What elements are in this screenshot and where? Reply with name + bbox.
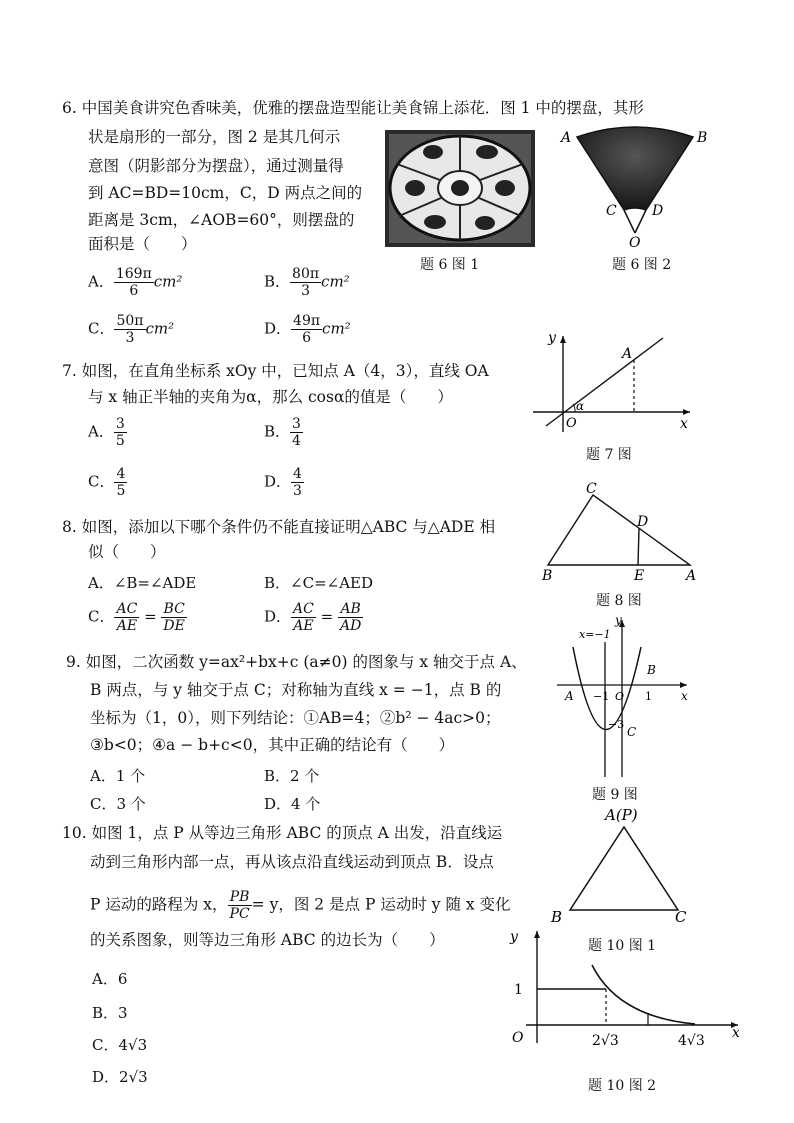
q6-fig1-caption: 题 6 图 1 [420, 257, 480, 273]
q7-line-1: 7. 如图，在直角坐标系 xOy 中，已知点 A（4，3），直线 OA [62, 362, 489, 380]
q6-line-2: 状是扇形的一部分，图 2 是其几何示 [88, 128, 341, 146]
q9-option-a: A．1 个 [90, 767, 146, 785]
q6-label-O: O [629, 235, 641, 250]
q10-fig1-caption: 题 10 图 1 [588, 938, 657, 954]
q10-graph-diagram [500, 925, 750, 1050]
q8-label-E: E [634, 568, 645, 584]
q9-label-O: O [615, 690, 625, 703]
q8-option-c: C． $\frac{AC}{AE}$ = $\frac{BC}{DE}$ [88, 601, 185, 634]
q7-caption: 题 7 图 [586, 447, 632, 463]
q8-label-C: C [586, 481, 597, 497]
q9-parabola-diagram [555, 612, 695, 782]
q6-label-B: B [697, 130, 708, 146]
q10-graph-label-x: x [732, 1025, 740, 1041]
q9-label-minus3: −3 [608, 718, 625, 731]
q8-line-2: 似（ ） [88, 543, 166, 561]
q8-label-D: D [637, 514, 649, 530]
q9-option-b: B．2 个 [264, 767, 320, 785]
q9-caption: 题 9 图 [592, 787, 638, 803]
q6-option-b: B． $\frac{80\pi}{3}$ cm² [264, 266, 350, 299]
q10-graph-label-2sqrt3: 2√3 [592, 1033, 619, 1049]
q10-option-d: D．2√3 [92, 1068, 148, 1086]
q10-line-3: P 运动的路程为 x， $\frac{PB}{PC}$ = y，图 2 是点 P 运动时 y 随 x 变化 [90, 889, 511, 922]
q9-label-B: B [647, 663, 656, 677]
q10-line-4: 的关系图象，则等边三角形 ABC 的边长为（ ） [90, 931, 445, 949]
q10-graph-label-y: y [510, 929, 518, 945]
q7-coordinate-diagram [530, 330, 700, 435]
q6-label-C: C [606, 203, 617, 219]
q7-label-alpha: α [576, 399, 585, 413]
q7-label-y: y [548, 330, 556, 346]
q10-option-b: B．3 [92, 1004, 128, 1022]
q6-line-5: 距离是 3cm，∠AOB=60°，则摆盘的 [88, 211, 355, 229]
q10-option-c: C．4√3 [92, 1036, 148, 1054]
q9-label-axis: x=−1 [579, 628, 611, 641]
q9-option-d: D．4 个 [264, 795, 321, 813]
q9-label-C: C [627, 725, 637, 739]
q9-option-c: C．3 个 [90, 795, 146, 813]
q9-label-A: A [565, 689, 574, 703]
q6-option-c: C． $\frac{50\pi}{3}$ cm² [88, 313, 175, 346]
q8-line-1: 8. 如图，添加以下哪个条件仍不能直接证明△ABC 与△ADE 相 [62, 518, 496, 536]
q9-line-2: B 两点，与 y 轴交于点 C；对称轴为直线 x = −1，点 B 的 [90, 681, 502, 699]
q8-option-b: B．∠C=∠AED [264, 574, 374, 592]
q6-line-4: 到 AC=BD=10cm，C，D 两点之间的 [88, 184, 363, 202]
q6-fig2-caption: 题 6 图 2 [612, 257, 672, 273]
q10-option-a: A．6 [92, 970, 128, 988]
q6-label-D: D [652, 203, 664, 219]
q8-triangle-diagram [538, 480, 703, 585]
q10-graph-label-1: 1 [514, 982, 523, 998]
q10-label-C: C [675, 908, 687, 926]
q10-line-1: 10. 如图 1，点 P 从等边三角形 ABC 的顶点 A 出发，沿直线运 [62, 824, 503, 842]
q9-label-1: 1 [645, 690, 652, 703]
q10-label-B: B [551, 908, 563, 926]
q6-line-3: 意图（阴影部分为摆盘），通过测量得 [88, 157, 344, 175]
q9-label-minus1: −1 [593, 690, 610, 703]
q7-line-2: 与 x 轴正半轴的夹角为α，那么 cosα的值是（ ） [88, 388, 453, 406]
q8-option-a: A．∠B=∠ADE [88, 574, 197, 592]
q10-graph-label-4sqrt3: 4√3 [678, 1033, 705, 1049]
q6-plate-photo [385, 130, 535, 247]
q6-sector-diagram [555, 125, 715, 250]
q10-graph-label-O: O [512, 1030, 524, 1046]
q6-label-A: A [561, 130, 572, 146]
q6-line-6: 面积是（ ） [88, 235, 197, 253]
q10-label-AP: A(P) [605, 806, 638, 824]
q9-line-3: 坐标为（1，0），则下列结论：①AB=4；②b² − 4ac>0； [90, 709, 501, 727]
q7-label-x: x [680, 416, 688, 432]
q9-line-1: 9. 如图，二次函数 y=ax²+bx+c (a≠0) 的图象与 x 轴交于点 A、 [66, 653, 527, 671]
q8-caption: 题 8 图 [596, 593, 642, 609]
q6-line-1: 6. 中国美食讲究色香味美，优雅的摆盘造型能让美食锦上添花．图 1 中的摆盘，其形 [62, 99, 644, 117]
q10-triangle-diagram [545, 800, 705, 930]
q7-label-O: O [566, 416, 577, 431]
q8-label-A: A [686, 568, 697, 584]
q9-line-4: ③b<0；④a − b+c<0，其中正确的结论有（ ） [90, 736, 455, 754]
q7-label-A: A [622, 346, 633, 362]
q7-option-b: B． $\frac{3}{4}$ [264, 416, 301, 449]
q7-option-c: C． $\frac{4}{5}$ [88, 466, 126, 499]
q9-label-y: y [615, 613, 622, 627]
q9-label-x: x [681, 689, 688, 703]
q7-option-a: A． $\frac{3}{5}$ [88, 416, 125, 449]
q6-option-d: D． $\frac{49\pi}{6}$ cm² [264, 313, 351, 346]
q7-option-d: D． $\frac{4}{3}$ [264, 466, 302, 499]
q8-option-d: D． $\frac{AC}{AE}$ = $\frac{AB}{AD}$ [264, 601, 362, 634]
q10-fig2-caption: 题 10 图 2 [588, 1078, 657, 1094]
q6-option-a: A． $\frac{169\pi}{6}$ cm² [88, 266, 183, 299]
q8-label-B: B [542, 568, 553, 584]
q10-line-2: 动到三角形内部一点，再从该点沿直线运动到顶点 B．设点 [90, 853, 494, 871]
